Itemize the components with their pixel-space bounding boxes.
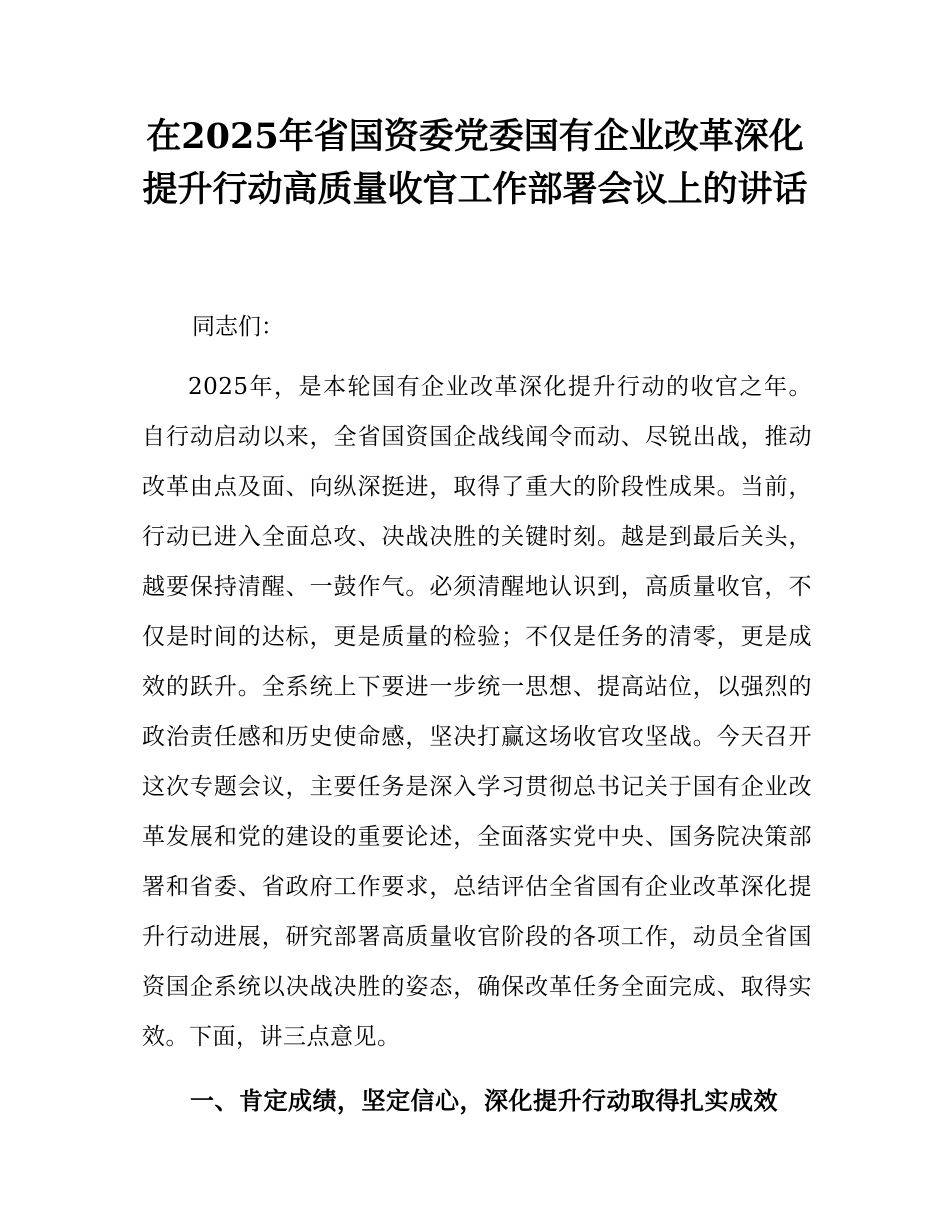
section-heading: 一、肯定成绩，坚定信心，深化提升行动取得扎实成效 <box>190 1087 778 1115</box>
document-title: 在2025年省国资委党委国有企业改革深化提升行动高质量收官工作部署会议上的讲话 <box>142 116 808 210</box>
body-paragraph: 2025年，是本轮国有企业改革深化提升行动的收官之年。自行动启动以来，全省国资国企战线闻令而动、尽锐出战，推动改革由点及面、向纵深挺进，取得了重大的阶段性成果。当前，行动已进入全面总攻、决战决胜的关键时刻。越是到最后关头，越要保持清醒、一鼓作气。必须清醒地认识到，高质量收官，不仅是时间的达标，更是质量的检验；不仅是任务的清零，更是成效的跃升。全系统上下要进一步统一思想、提高站位，以强烈的政治责任感和历史使命感，坚决打赢这场收官攻坚战。今天召开这次专题会议，主要任务是深入学习贯彻总书记关于国有企业改革发展和党的建设的重要论述，全面落实党中央、国务院决策部署和省委、省政府工作要求，总结评估全省国有企业改革深化提升行动进展，研究部署高质量收官阶段的各项工作，动员全省国资国企系统以决战决胜的姿态，确保改革任务全面完成、取得实效。下面，讲三点意见。 <box>142 374 812 1050</box>
greeting: 同志们： <box>192 314 284 340</box>
